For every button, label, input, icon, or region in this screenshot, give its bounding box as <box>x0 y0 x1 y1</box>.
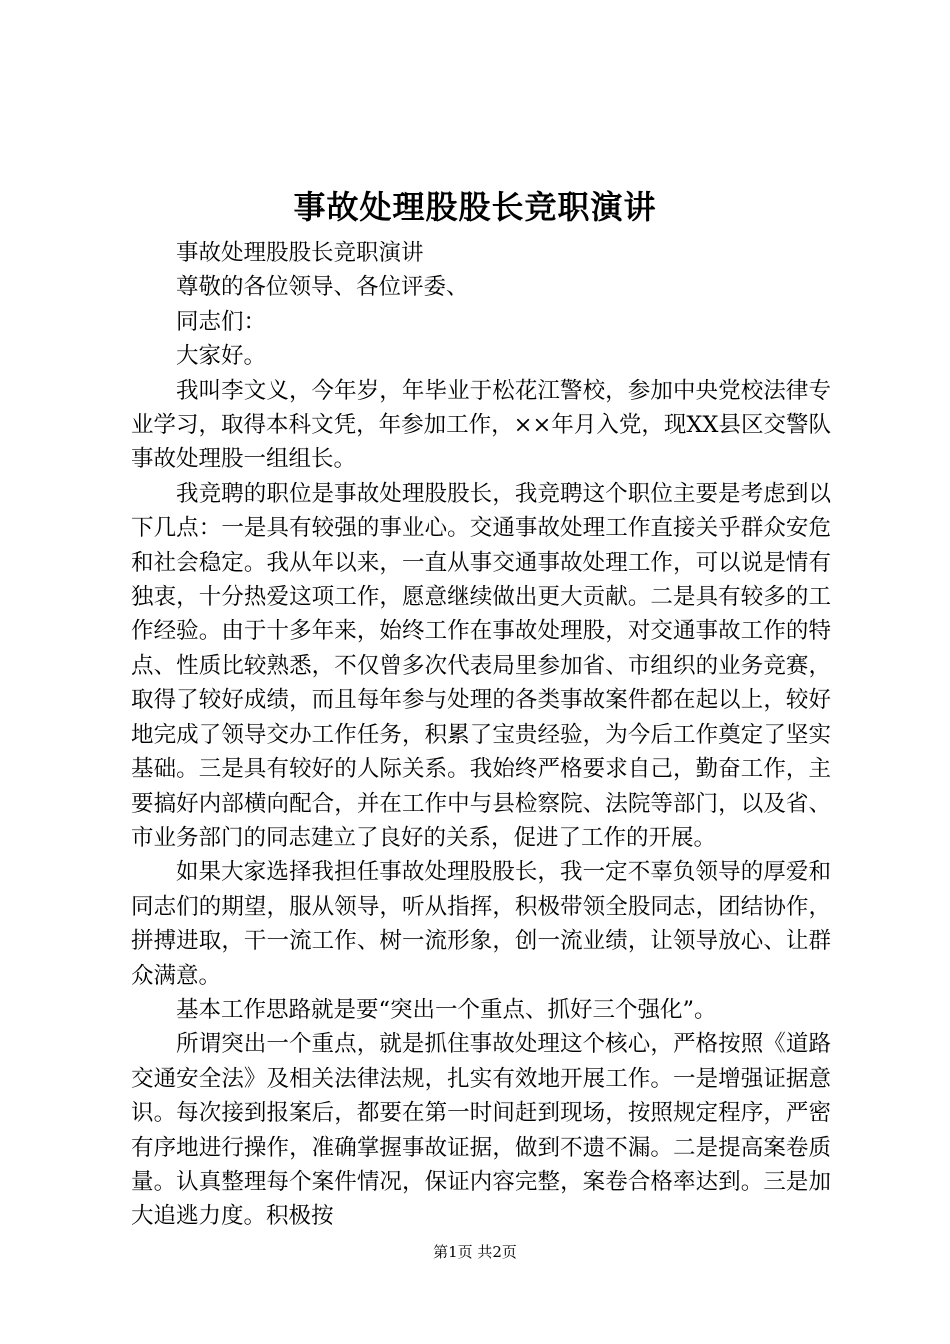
paragraph-salutation: 尊敬的各位领导、各位评委、 <box>176 274 469 301</box>
paragraph-key-focus: 所谓突出一个重点，就是抓住事故处理这个核心，严格按照《道路交通安全法》及相关法律法规，扎实有效地开展工作。一是增强证据意识。每次接到报案后，都要在第一时间赶到现场，按照规定程序，严密有序地进行操作，准确掌握事故证据，做到不遗不漏。二是提高案卷质量。认真整理每个案件情况，保证内容完整，案卷合格率达到。三是加大追逃力度。积极按 <box>131 1031 831 1230</box>
paragraph-salutation-2: 同志们： <box>176 308 267 335</box>
document-body <box>131 236 831 1234</box>
paragraph-work-approach: 基本工作思路就是要“突出一个重点、抓好三个强化”。 <box>176 996 717 1023</box>
paragraph-heading: 事故处理股股长竞职演讲 <box>176 240 424 266</box>
paragraph-commitment: 如果大家选择我担任事故处理股股长，我一定不辜负领导的厚爱和同志们的期望，服从领导，听从指挥，积极带领全股同志，团结协作，拼搏进取，干一流工作、树一流形象，创一流业绩，让领导放心、让群众满意。 <box>131 859 831 989</box>
paragraph-reasons: 我竞聘的职位是事故处理股股长，我竞聘这个职位主要是考虑到以下几点：一是具有较强的事业心。交通事故处理工作直接关乎群众安危和社会稳定。我从年以来，一直从事交通事故处理工作，可以说是情有独衷，十分热爱这项工作，愿意继续做出更大贡献。二是具有较多的工作经验。由于十多年来，始终工作在事故处理股，对交通事故工作的特点、性质比较熟悉，不仅曾多次代表局里参加省、市组织的业务竞赛，取得了较好成绩，而且每年参与处理的各类事故案件都在起以上，较好地完成了领导交办工作任务，积累了宝贵经验，为今后工作奠定了坚实基础。三是具有较好的人际关系。我始终严格要求自己，勤奋工作，主要搞好内部横向配合，并在工作中与县检察院、法院等部门，以及省、市业务部门的同志建立了良好的关系，促进了工作的开展。 <box>131 480 831 851</box>
paragraph-introduction: 我叫李文义，今年岁，年毕业于松花江警校，参加中央党校法律专业学习，取得本科文凭，年参加工作，××年月入党，现XX县区交警队事故处理股一组组长。 <box>131 377 831 473</box>
paragraph-greeting: 大家好。 <box>176 343 267 370</box>
document-title: 事故处理股股长竞职演讲 <box>293 188 657 226</box>
page-number-footer: 第1页 共2页 <box>433 1243 517 1261</box>
